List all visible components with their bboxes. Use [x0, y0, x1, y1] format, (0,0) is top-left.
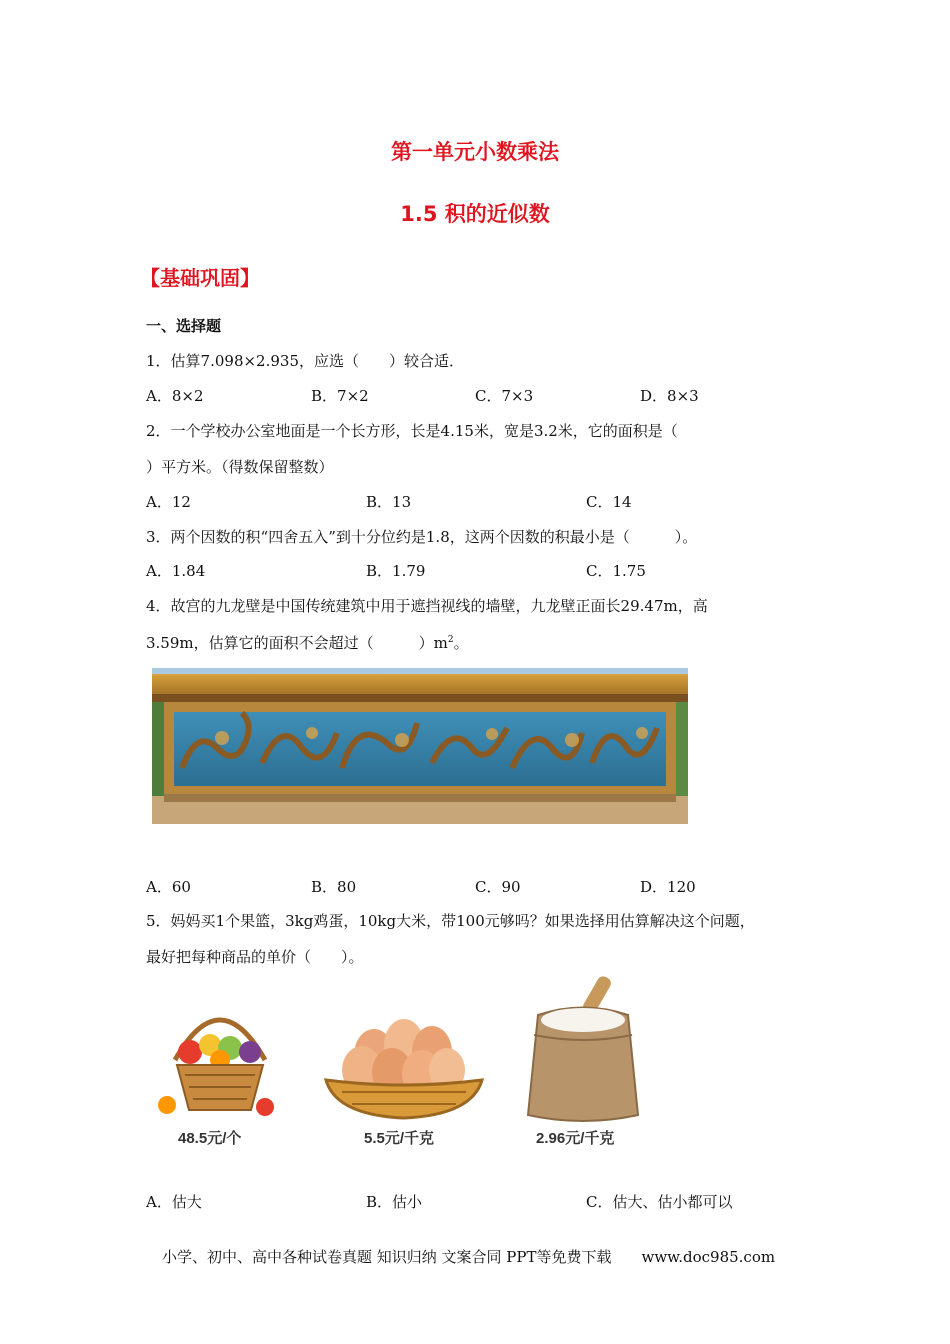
q3-option-a: A．1.84 [146, 562, 206, 580]
q2-option-b: B．13 [366, 493, 412, 511]
q5-option-b: B．估小 [366, 1193, 423, 1211]
rice-sack-image [520, 975, 645, 1125]
q4-option-c: C．90 [475, 878, 521, 896]
superscript-2: 2 [447, 635, 454, 645]
question-3: 3．两个因数的积“四舍五入”到十分位约是1.8，这两个因数的积最小是（ ）。 [146, 528, 698, 546]
rice-price: 2.96元/千克 [536, 1130, 615, 1147]
unit-title: 第一单元小数乘法 [391, 140, 559, 164]
question-1: 1．估算7.098×2.935，应选（ ）较合适． [146, 352, 464, 370]
question-2-line-2: ）平方米。（得数保留整数） [146, 458, 334, 476]
egg-basket-image [322, 1010, 486, 1120]
q3-option-b: B．1.79 [366, 562, 426, 580]
question-5-line-2: 最好把每种商品的单价（ ）。 [146, 948, 364, 966]
q4-option-d: D．120 [640, 878, 696, 896]
question-5-line-1: 5．妈妈买1个果篮，3kg鸡蛋，10kg大米，带100元够吗？如果选择用估算解决这个问题， [146, 912, 755, 930]
q1-option-b: B．7×2 [311, 387, 369, 405]
question-4-line-2-text: 3.59m，估算它的面积不会超过（ ）m [146, 634, 448, 652]
nine-dragon-wall-image [152, 668, 688, 824]
q1-option-d: D．8×3 [640, 387, 699, 405]
q3-option-c: C．1.75 [586, 562, 646, 580]
section-heading: 【基础巩固】 [140, 266, 260, 290]
q2-option-c: C．14 [586, 493, 632, 511]
q2-option-a: A．12 [146, 493, 191, 511]
footer-text: 小学、初中、高中各种试卷真题 知识归纳 文案合同 PPT等免费下载 www.doc985.com [162, 1248, 776, 1266]
q5-option-a: A．估大 [146, 1193, 202, 1211]
q5-option-c: C．估大、估小都可以 [586, 1193, 733, 1211]
question-4-line-1: 4．故宫的九龙壁是中国传统建筑中用于遮挡视线的墙壁，九龙壁正面长29.47m，高 [146, 597, 708, 615]
question-4-line-2-end: 。 [453, 634, 469, 652]
q4-option-b: B．80 [311, 878, 357, 896]
question-4-line-2 [146, 632, 469, 653]
q4-option-a: A．60 [146, 878, 191, 896]
question-2-line-1: 2．一个学校办公室地面是一个长方形，长是4.15米，宽是3.2米，它的面积是（ [146, 422, 678, 440]
q1-option-c: C．7×3 [475, 387, 534, 405]
egg-price: 5.5元/千克 [364, 1130, 435, 1147]
fruit-basket-price: 48.5元/个 [178, 1130, 242, 1147]
lesson-title: 1.5 积的近似数 [400, 202, 550, 226]
q1-option-a: A．8×2 [146, 387, 204, 405]
part-heading: 一、选择题 [146, 317, 222, 335]
fruit-basket-image [155, 990, 285, 1120]
